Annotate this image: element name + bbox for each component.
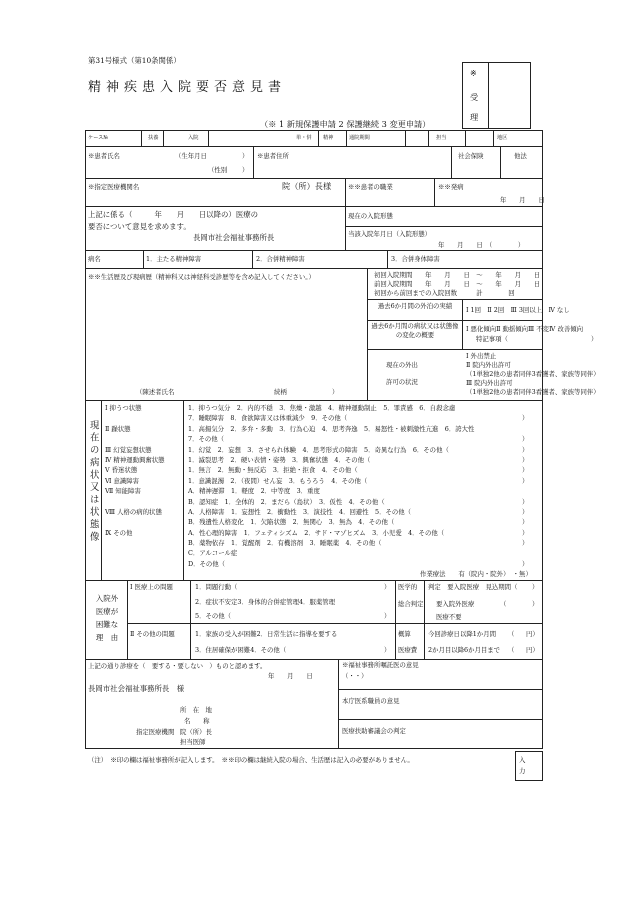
medical-problem-2: 2．症状不安定3．身体的合併症管理4．服薬管理	[195, 598, 336, 606]
cost-later-paren: （	[508, 646, 515, 654]
symptom-line: D．その他（	[188, 559, 226, 568]
certification-director: 院（所）長	[180, 728, 212, 736]
first-admission-period: 初回入院期間 年 月 日 ～ 年 月 日	[374, 271, 541, 279]
cost-first-unit: 円）	[526, 630, 539, 638]
social-insurance-label: 社会保険	[458, 152, 484, 160]
symptom-line-close: ）	[522, 539, 529, 548]
receipt-char-1: 受	[470, 92, 479, 102]
symptom-category	[105, 413, 165, 423]
medical-problem-label: Ⅰ 医療上の問題	[130, 583, 173, 591]
symptom-line: A．性心理的障害 1．フェティシズム 2．サド・マゾヒズム 3．小児愛 4．その他（	[188, 528, 445, 537]
code-district: 地区	[497, 135, 508, 141]
symptom-category	[105, 559, 165, 569]
symptom-line-close: ）	[522, 445, 529, 454]
symptom-line: C．アルコール症	[188, 549, 238, 558]
symptom-line: A．人格障害 1．妄想性 2．衝動性 3．演技性 4．回避性 5．その他（	[188, 507, 412, 516]
admission-count: 初回から前回までの入院回数 計 回	[374, 289, 515, 297]
receipt-char-2: 理	[470, 112, 479, 122]
request-sender: 長岡市社会福祉事務所長	[193, 233, 275, 242]
permission-option-3-note: （1単独2他の患者同伴3看護者、家族等同伴）	[466, 388, 600, 396]
birth-date-close: ）	[242, 152, 249, 160]
patient-name-label: ※患者氏名	[88, 152, 120, 160]
diagnosis-comorbid-mental: 2．合併精神障害	[256, 255, 305, 263]
onset-label: ※※発病	[438, 183, 464, 191]
symptom-line: 7．睡眠障害 8．食欲障害又は体重減少 9．その他（	[188, 414, 348, 423]
input-char-2: 力	[519, 767, 526, 775]
request-line-2: 要否について意見を求めます。	[88, 222, 191, 231]
other-problem-2-close: ）	[384, 646, 391, 654]
symptom-line: 1．抑うつ気分 2．内的不穏 3．焦燥・激越 4．精神運動制止 5．罪責感 6．自殺念慮	[188, 404, 456, 412]
history-informant-relation: 続柄	[274, 388, 287, 396]
code-psychiatric: 精神	[323, 135, 334, 141]
admission-date-value: 年 月 日 （ ）	[438, 241, 525, 249]
onset-date: 年 月 日	[500, 196, 545, 204]
patient-job-label: ※※患者の職業	[348, 183, 393, 191]
diagnosis-label: 病名	[88, 255, 101, 263]
sex-label: （性別	[208, 166, 228, 174]
symptom-category: Ⅳ 精神運動興奮状態	[105, 455, 165, 464]
certification-line: 上記の通り診療を（ 要する・要しない ）ものと認めます。	[88, 662, 267, 670]
permission-status-label: 許可の状況	[386, 378, 418, 386]
symptom-line: 1．幻覚 2．妄想 3．させられ体験 4．思考形式の障害 5．奇異な行為 6．その他（	[188, 445, 449, 454]
medical-problem-1: 1．問題行動（	[195, 583, 238, 591]
director-label: 院（所）長様	[282, 181, 332, 191]
condition-change-options: Ⅰ 悪化傾向Ⅱ 動揺傾向Ⅲ 不変Ⅳ 改善傾向	[466, 325, 584, 333]
judgment-outpatient: 要入院外医療	[436, 600, 475, 608]
symptom-closer-list	[522, 403, 528, 569]
admission-form-label: 現在の入院形態	[348, 212, 393, 220]
medical-problem-3: 5．その他（	[195, 612, 232, 620]
other-problem-2: 3．住居確保が困難4．その他（	[195, 646, 287, 654]
symptom-line-list	[188, 403, 474, 569]
certification-name: 名 称	[184, 717, 210, 725]
cost-first-month: 今回診療日以降1か月間	[428, 630, 496, 638]
occupational-therapy-note: 作業療法 有（院内・院外） ・無）	[420, 570, 532, 578]
birth-date-label: （生年月日	[175, 152, 207, 160]
condition-change-label: 過去6か月間の病状又は状態像の変化の概要	[371, 322, 459, 339]
previous-admission-period: 前回入院期間 年 月 日 ～ 年 月 日	[374, 280, 541, 288]
symptom-category: Ⅸ その他	[105, 528, 133, 537]
certification-doctor: 担当医師	[180, 738, 206, 746]
form-title: 精神疾患入院要否意見書	[88, 80, 287, 95]
history-label: ※※生活歴及び現病歴（精神科又は神経科受診歴等を含め記入してください。）	[88, 273, 315, 281]
certification-recipient: 長岡市社会福祉事務所長 様	[88, 684, 185, 693]
permission-option-2-note: （1単独2他の患者同伴3看護者、家族等同伴）	[466, 370, 600, 378]
symptom-line: 1．意識混濁 2．（夜間）せん妄 3．もうろう 4．その他（	[188, 476, 368, 485]
symptom-line-close: ）	[522, 528, 529, 537]
symptom-line-close: ）	[522, 518, 529, 527]
symptom-line-close	[522, 403, 528, 413]
other-law-label: 他法	[514, 152, 527, 160]
judgment-none: 医療不要	[436, 613, 462, 621]
code-outpatient-period: 通院期間	[349, 135, 370, 141]
symptom-category-list	[105, 403, 165, 569]
symptom-category: Ⅰ 抑うつ状態	[105, 404, 142, 412]
judgment-inpatient: 判定 要入院医療 見込期間（	[428, 583, 518, 591]
symptom-line-close: ）	[522, 455, 529, 464]
cost-label-1: 概算	[398, 630, 411, 638]
chief-doctor-opinion-label: ※福祉事務所嘱託医の意見	[342, 661, 419, 669]
symptom-line-close: ）	[522, 435, 529, 444]
symptom-line-close: ）	[522, 476, 529, 485]
judgment-label-1: 医学的	[398, 583, 418, 591]
symptom-line: 1．無言 2．無動・無反応 3．拒絶・拒食 4．その他（	[188, 466, 358, 475]
symptom-category: Ⅵ 意識障害	[105, 476, 140, 485]
sex-close: ）	[242, 166, 249, 174]
diagnosis-main: 1．主たる精神障害	[146, 255, 202, 263]
chief-doctor-opinion-sub: （・・）	[342, 672, 368, 680]
receipt-mark: ※	[470, 68, 477, 78]
symptom-line: B．残遺性人格変化 1．欠陥状態 2．無関心 3．無為 4．その他（	[188, 518, 395, 527]
symptom-category	[105, 517, 165, 527]
staff-opinion-label: 本庁医系職員の意見	[342, 697, 400, 705]
medical-problem-3-close: ）	[384, 612, 391, 620]
symptoms-side-label: 現在の病状又は状態像	[87, 420, 99, 544]
code-support: 扶養	[148, 135, 159, 141]
history-informant-close: ）	[332, 388, 339, 396]
cost-later-unit: 円）	[526, 646, 539, 654]
history-informant-name: （陳述者氏名	[136, 388, 175, 396]
symptom-line-close: ）	[522, 414, 529, 423]
cost-first-paren: （	[508, 630, 515, 638]
symptom-category: Ⅶ 知能障害	[105, 487, 141, 496]
code-admission: 入院	[188, 135, 199, 141]
symptom-line: 1．高揚気分 2．多弁・多動 3．行為心迫 4．思考奔逸 5．易怒性・被刺激性亢進 6．誇大性	[188, 424, 475, 433]
cost-later-months: 2か月目以降6か月目まで	[428, 646, 501, 654]
other-problem-1: 1．家族の受入が困難2．日常生活に指導を要する	[195, 630, 338, 638]
permission-option-1: Ⅰ 外出禁止	[466, 352, 497, 360]
permission-option-3: Ⅲ 院内外出許可	[466, 379, 513, 387]
request-line-1: 上記に係る（ 年 月 日以降の）医療の	[88, 210, 258, 219]
symptom-category: Ⅷ 人格の病的状態	[105, 507, 162, 516]
outpatient-difficulty-label: 入院外 医療が 困難な 理 由	[95, 594, 119, 642]
outing-record-label: 過去6か月間の外泊の実績	[377, 302, 453, 310]
certification-institution: 指定医療機関	[136, 728, 175, 736]
judgment-label-2: 総合判定	[398, 600, 424, 608]
diagnosis-comorbid-physical: 3．合併身体障害	[391, 255, 440, 263]
current-outing-label: 現在の外出	[386, 361, 418, 369]
input-char-1: 入	[519, 756, 526, 764]
symptom-line: 1．滅裂思考 2．硬い表情・姿勢 3．興奮状態 4．その他（	[188, 455, 371, 464]
form-number: 第31号様式（第10条関係）	[88, 56, 181, 65]
code-single-combined: 単・併	[296, 135, 312, 141]
code-case-no: ケース№	[88, 135, 109, 141]
admission-date-label: 当該入院年月日（入院形態）	[348, 230, 432, 238]
symptom-line-close	[522, 548, 528, 558]
symptom-line-close: ）	[522, 559, 529, 568]
symptom-category	[105, 548, 165, 558]
cost-label-2: 医療費	[398, 646, 418, 654]
institution-label: ※指定医療機関名	[88, 183, 140, 191]
judgment-outpatient-paren: （	[500, 600, 507, 608]
symptom-line-close	[522, 486, 528, 496]
symptom-line: B．認知症 1．全体的 2．まだら（島状） 3．仮性 4．その他（	[188, 497, 385, 506]
symptom-category: Ⅱ 躁状態	[105, 424, 131, 433]
application-type: （※ 1 新規保護申請 2 保護継続 3 変更申請）	[260, 119, 431, 129]
council-judgment-label: 医療扶助審議会の判定	[342, 727, 406, 735]
symptom-line-close: ）	[522, 497, 529, 506]
symptom-line: A．精神遅滞 1．軽度 2．中等度 3．重度	[188, 487, 320, 496]
judgment-outpatient-close: ）	[532, 600, 539, 608]
outing-record-options: Ⅰ 1回 Ⅱ 2回 Ⅲ 3回以上 Ⅳ なし	[466, 306, 570, 314]
symptom-line-close	[522, 424, 528, 434]
symptom-line-close: ）	[522, 466, 529, 475]
certification-address: 所 在 地	[180, 706, 212, 714]
symptom-line: B．薬物依存 1．覚醒剤 2．有機溶剤 3．睡眠薬 4．その他（	[188, 539, 382, 548]
footer-note: （注） ※印の欄は福祉事務所が記入します。 ※※印の欄は継続入院の場合、生活歴は記入の必要がありません。	[88, 756, 414, 764]
symptom-category: Ⅲ 幻覚妄想状態	[105, 445, 152, 454]
symptom-category: Ⅴ 昏迷状態	[105, 466, 138, 475]
symptom-category	[105, 434, 165, 444]
patient-address-label: ※患者住所	[257, 152, 289, 160]
medical-problem-1-close: ）	[384, 583, 391, 591]
certification-date: 年 月 日	[268, 672, 313, 680]
permission-option-2: Ⅱ 院内外出許可	[466, 361, 511, 369]
symptom-category	[105, 538, 165, 548]
condition-special-notes: 特記事項（ ）	[476, 335, 598, 343]
code-staff: 担当	[436, 135, 447, 141]
symptom-line-close: ）	[522, 507, 529, 516]
judgment-inpatient-close: ）	[532, 583, 539, 591]
other-problem-label: Ⅱ その他の問題	[130, 630, 175, 638]
symptom-line: 7．その他（	[188, 435, 225, 444]
symptom-category	[105, 497, 165, 507]
